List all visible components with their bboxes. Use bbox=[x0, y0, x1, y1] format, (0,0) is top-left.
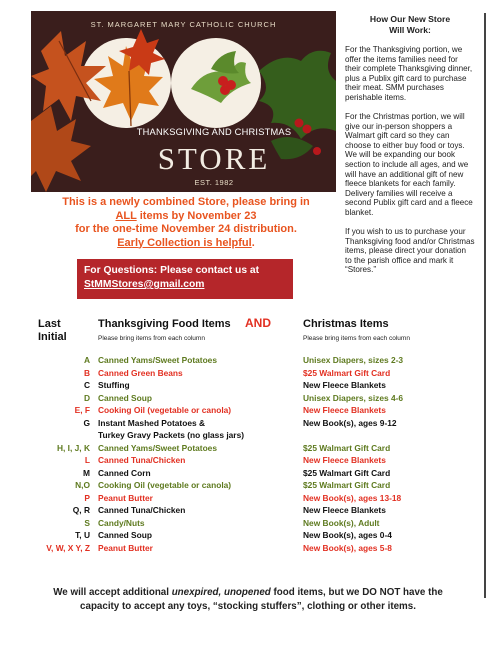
row-christmas-item: $25 Walmart Gift Card bbox=[303, 467, 391, 478]
row-initial: C bbox=[83, 380, 90, 390]
footer-c: food items, but we DO NOT have the bbox=[270, 587, 443, 598]
announcement bbox=[14, 196, 358, 250]
row-food-item: Canned Yams/Sweet Potatoes bbox=[98, 442, 217, 453]
church-name: ST. MARGARET MARY CATHOLIC CHURCH bbox=[90, 20, 277, 29]
announce-line-3: for the one-time November 24 distribution. bbox=[75, 223, 297, 235]
row-initial: P bbox=[84, 492, 90, 503]
row-christmas-item: New Fleece Blankets bbox=[303, 455, 386, 465]
row-christmas-item: $25 Walmart Gift Card bbox=[303, 367, 391, 378]
row-food-item: Stuffing bbox=[98, 380, 130, 390]
row-food-item: Canned Tuna/Chicken bbox=[98, 455, 186, 465]
row-food-item: Peanut Butter bbox=[98, 492, 153, 503]
row-christmas-item: New Book(s), Adult bbox=[303, 517, 380, 528]
table-row bbox=[0, 492, 500, 505]
announce-line-1: This is a newly combined Store, please bring in bbox=[62, 196, 310, 208]
row-initial: D bbox=[83, 392, 90, 403]
subheader-christmas: Please bring items from each column bbox=[303, 335, 410, 342]
early-collection: Early Collection is helpful bbox=[117, 236, 252, 249]
contact-email-link[interactable]: StMMStores@gmail.com bbox=[84, 279, 205, 290]
row-christmas-item: Unisex Diapers, sizes 4-6 bbox=[303, 392, 404, 403]
row-initial: M bbox=[83, 467, 90, 478]
header-initial: Initial bbox=[38, 331, 67, 343]
announce-line-2 bbox=[14, 210, 358, 224]
row-food-item: Canned Tuna/Chicken bbox=[98, 505, 186, 515]
header-and: AND bbox=[245, 316, 271, 330]
how-title-line-1: How Our New Store bbox=[369, 14, 451, 24]
table-row bbox=[0, 354, 500, 367]
row-christmas-item: New Book(s), ages 0-4 bbox=[303, 530, 392, 540]
table-row bbox=[0, 504, 500, 517]
row-initial: L bbox=[84, 455, 90, 465]
christmas-paragraph: For the Christmas portion, we will give our in-person shoppers a Walmart gift card so they can choose to either buy food or toys. We will be expanding our book section to include all ages, and we will have an additional gift of new fleece blankets for each family. Delivery families will receive a second Publix gift card and a fleece blanket. bbox=[345, 112, 473, 217]
row-initial: A bbox=[83, 355, 90, 365]
row-food-item: Turkey Gravy Packets (no glass jars) bbox=[98, 430, 245, 440]
table-row bbox=[0, 417, 500, 430]
table-row bbox=[0, 479, 500, 492]
contact-text: For Questions: Please contact us at bbox=[84, 265, 260, 276]
table-row bbox=[0, 529, 500, 542]
header-christmas: Christmas Items bbox=[303, 318, 389, 330]
row-food-item: Cooking Oil (vegetable or canola) bbox=[98, 480, 232, 490]
contact-box bbox=[77, 259, 293, 299]
table-row bbox=[0, 379, 500, 392]
row-initial: N,O bbox=[75, 480, 90, 490]
table-row bbox=[0, 517, 500, 530]
row-christmas-item: New Book(s), ages 5-8 bbox=[303, 542, 392, 553]
row-initial: T, U bbox=[75, 530, 90, 540]
row-christmas-item: $25 Walmart Gift Card bbox=[303, 442, 391, 453]
announce-period: . bbox=[251, 236, 255, 249]
row-food-item: Peanut Butter bbox=[98, 542, 153, 553]
row-initial: Q, R bbox=[72, 505, 90, 515]
how-title-line-2: Will Work: bbox=[389, 24, 431, 35]
table-row bbox=[0, 367, 500, 380]
footer-emphasis: unexpired, unopened bbox=[171, 587, 271, 598]
row-christmas-item: New Fleece Blankets bbox=[303, 405, 386, 415]
announce-all: ALL bbox=[115, 209, 137, 222]
row-initial: S bbox=[84, 517, 90, 528]
table-row bbox=[0, 404, 500, 417]
store-banner bbox=[31, 11, 336, 192]
row-initial: H, I, J, K bbox=[56, 442, 90, 453]
row-food-item: Canned Green Beans bbox=[98, 367, 183, 378]
donation-paragraph: If you wish to us to purchase your Thanksgiving food and/or Christmas items, please direct your donation to the parish office and mark it “Stores.” bbox=[345, 227, 475, 275]
row-food-item: Canned Yams/Sweet Potatoes bbox=[98, 355, 217, 365]
row-christmas-item: New Book(s), ages 13-18 bbox=[303, 492, 402, 503]
announce-deadline: items by November 23 bbox=[136, 209, 257, 222]
announce-line-4 bbox=[14, 237, 358, 251]
row-initial: G bbox=[83, 417, 90, 428]
row-food-item: Instant Mashed Potatoes & bbox=[98, 417, 206, 428]
row-food-item: Canned Soup bbox=[98, 392, 152, 403]
row-christmas-item: New Book(s), ages 9-12 bbox=[303, 417, 397, 428]
footer-line-2: capacity to accept any toys, “stocking stuffers”, clothing or other items. bbox=[80, 601, 416, 612]
footer-line-1 bbox=[28, 586, 468, 600]
row-initial: E, F bbox=[74, 405, 90, 415]
how-title bbox=[345, 14, 475, 35]
header-last: Last bbox=[38, 318, 61, 330]
subheader-thanksgiving: Please bring items from each column bbox=[98, 335, 205, 342]
row-food-item: Canned Soup bbox=[98, 530, 152, 540]
table-row bbox=[0, 467, 500, 480]
established-year: EST. 1982 bbox=[194, 178, 234, 187]
row-christmas-item: New Fleece Blankets bbox=[303, 380, 386, 390]
row-food-item: Cooking Oil (vegetable or canola) bbox=[98, 405, 232, 415]
header-last-initial bbox=[38, 318, 67, 344]
row-initial: V, W, X Y, Z bbox=[46, 542, 90, 553]
row-christmas-item: New Fleece Blankets bbox=[303, 505, 386, 515]
table-row bbox=[0, 429, 500, 442]
header-thanksgiving: Thanksgiving Food Items bbox=[98, 318, 231, 330]
footer-note bbox=[28, 586, 468, 614]
row-christmas-item: Unisex Diapers, sizes 2-3 bbox=[303, 355, 404, 365]
footer-a: We will accept additional bbox=[53, 587, 172, 598]
thanksgiving-paragraph: For the Thanksgiving portion, we offer the items families need for their complete Thanksgiving dinner, plus a Publix gift card to purchase their meat. SMM purchases perishable items. bbox=[345, 45, 473, 102]
table-row bbox=[0, 392, 500, 405]
store-word: STORE bbox=[157, 141, 271, 176]
how-it-works bbox=[345, 14, 475, 285]
row-food-item: Candy/Nuts bbox=[98, 517, 145, 528]
row-christmas-item: $25 Walmart Gift Card bbox=[303, 480, 391, 490]
row-food-item: Canned Corn bbox=[98, 467, 151, 478]
table-row bbox=[0, 442, 500, 455]
row-initial: B bbox=[83, 367, 90, 378]
table-row bbox=[0, 542, 500, 555]
table-row bbox=[0, 454, 500, 467]
store-title: THANKSGIVING AND CHRISTMAS bbox=[136, 127, 292, 137]
